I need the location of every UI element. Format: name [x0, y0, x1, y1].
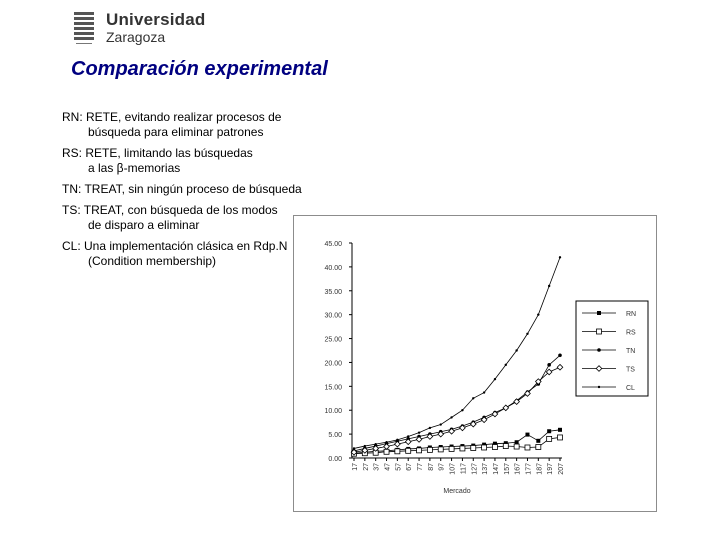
data-point-rn: [536, 439, 540, 443]
y-tick-label: 35.00: [324, 288, 342, 296]
data-point-ts: [416, 437, 422, 443]
description-cl: [62, 239, 312, 269]
data-point-cl: [537, 313, 539, 315]
data-point-cl: [429, 427, 431, 429]
data-point-cl: [440, 423, 442, 425]
method-descriptions: [62, 110, 312, 275]
data-point-rs: [482, 445, 487, 450]
x-tick-label: 137: [482, 463, 490, 475]
y-tick-label: 5.00: [328, 432, 342, 440]
description-line2: (Condition membership): [88, 254, 217, 268]
logo-city: Zaragoza: [106, 29, 166, 45]
data-point-ts: [395, 441, 401, 447]
data-point-cl: [364, 445, 366, 447]
description-line1: : RETE, limitando las búsquedas: [78, 146, 253, 160]
legend-label-rn: RN: [626, 311, 637, 318]
data-point-cl: [559, 256, 561, 258]
data-point-rs: [438, 447, 443, 452]
data-point-rs: [449, 446, 454, 451]
x-tick-label: 107: [449, 463, 457, 475]
data-point-rs: [514, 444, 519, 449]
description-rs: [62, 146, 312, 176]
legend-marker-tn: [597, 348, 601, 352]
x-tick-label: 17: [352, 463, 359, 471]
y-tick-label: 10.00: [324, 408, 342, 416]
description-line2: búsqueda para eliminar patrones: [88, 125, 264, 139]
legend-marker-rs: [597, 329, 602, 334]
description-line2: a las β-memorias: [88, 161, 181, 175]
y-tick-label: 25.00: [324, 336, 342, 344]
x-tick-label: 127: [471, 463, 479, 475]
data-point-cl: [461, 409, 463, 411]
description-tn: [62, 182, 312, 197]
description-ts: [62, 203, 312, 233]
description-code: TS: [62, 203, 78, 217]
logo-name: Universidad: [106, 10, 206, 29]
series-line-ts: [354, 367, 560, 452]
y-tick-label: 45.00: [324, 241, 342, 248]
x-tick-label: 207: [558, 463, 565, 475]
legend-marker-rn: [597, 311, 601, 315]
data-point-ts: [460, 425, 466, 431]
slide-title: Comparación experimental: [71, 58, 328, 80]
y-tick-label: 15.00: [324, 384, 342, 392]
data-point-tn: [547, 363, 551, 367]
data-point-cl: [494, 378, 496, 380]
data-point-rn: [525, 433, 529, 437]
data-point-cl: [407, 435, 409, 437]
data-point-rn: [558, 428, 562, 432]
legend-label-tn: TN: [626, 348, 636, 355]
data-point-ts: [503, 405, 509, 411]
description-line1: : TREAT, con búsqueda de los modos: [77, 203, 278, 217]
description-code: CL: [62, 239, 78, 253]
x-tick-label: 147: [492, 463, 500, 475]
data-point-ts: [470, 421, 476, 427]
data-point-ts: [405, 439, 411, 445]
data-point-rs: [525, 445, 530, 450]
legend-box: [576, 301, 648, 396]
data-point-rs: [503, 444, 508, 449]
x-tick-label: 157: [503, 463, 511, 475]
description-line2: de disparo a eliminar: [88, 218, 200, 232]
description-rn: [62, 110, 312, 140]
x-tick-label: 27: [362, 463, 370, 471]
x-tick-label: 117: [460, 463, 468, 475]
data-point-rs: [395, 449, 400, 454]
data-point-cl: [483, 391, 485, 393]
y-tick-label: 30.00: [324, 312, 342, 320]
data-point-rs: [536, 445, 541, 450]
data-point-rs: [406, 448, 411, 453]
x-tick-label: 187: [536, 463, 544, 475]
legend-marker-cl: [598, 386, 600, 388]
description-line1: : Una implementación clásica en Rdp.N: [77, 239, 288, 253]
data-point-rn: [515, 440, 519, 444]
data-point-cl: [526, 333, 528, 335]
data-point-rs: [492, 445, 497, 450]
description-code: TN: [62, 182, 78, 196]
x-tick-label: 57: [395, 463, 403, 471]
data-point-rn: [547, 429, 551, 433]
line-chart: [294, 216, 656, 511]
x-tick-label: 87: [427, 463, 435, 471]
data-point-rs: [460, 446, 465, 451]
data-point-ts: [557, 364, 563, 370]
description-line1: : TREAT, sin ningún proceso de búsqueda: [78, 182, 302, 196]
x-tick-label: 197: [547, 463, 555, 475]
data-point-cl: [450, 416, 452, 418]
data-point-cl: [396, 439, 398, 441]
y-tick-label: 0.00: [328, 456, 342, 463]
data-point-cl: [385, 441, 387, 443]
data-point-cl: [353, 447, 355, 449]
x-tick-label: 167: [514, 463, 522, 475]
data-point-cl: [374, 443, 376, 445]
data-point-cl: [515, 349, 517, 351]
data-point-ts: [449, 428, 455, 434]
university-emblem-icon: [70, 10, 98, 46]
description-line1: : RETE, evitando realizar procesos de: [79, 110, 282, 124]
data-point-cl: [548, 285, 550, 287]
description-code: RS: [62, 146, 79, 160]
x-tick-label: 97: [438, 463, 446, 471]
series-line-cl: [354, 257, 560, 448]
description-code: RN: [62, 110, 80, 124]
legend-label-ts: TS: [626, 366, 635, 374]
x-tick-label: 177: [525, 463, 533, 475]
data-point-ts: [384, 444, 390, 450]
data-point-rs: [417, 448, 422, 453]
data-point-rs: [547, 436, 552, 441]
x-tick-label: 67: [406, 463, 414, 471]
x-tick-label: 37: [373, 463, 381, 471]
x-axis-label: Mercado: [443, 488, 471, 495]
data-point-cl: [505, 364, 507, 366]
data-point-tn: [558, 353, 562, 357]
data-point-rs: [427, 447, 432, 452]
data-point-rs: [384, 449, 389, 454]
y-tick-label: 40.00: [324, 264, 342, 272]
data-point-rs: [471, 445, 476, 450]
x-tick-label: 77: [417, 463, 425, 471]
y-tick-label: 20.00: [324, 360, 342, 368]
x-tick-label: 47: [384, 463, 392, 471]
data-point-cl: [472, 397, 474, 399]
data-point-rs: [558, 435, 563, 440]
data-point-cl: [418, 431, 420, 433]
legend-label-rs: RS: [626, 329, 636, 337]
chart-container: [293, 215, 657, 512]
legend-label-cl: CL: [626, 385, 635, 392]
